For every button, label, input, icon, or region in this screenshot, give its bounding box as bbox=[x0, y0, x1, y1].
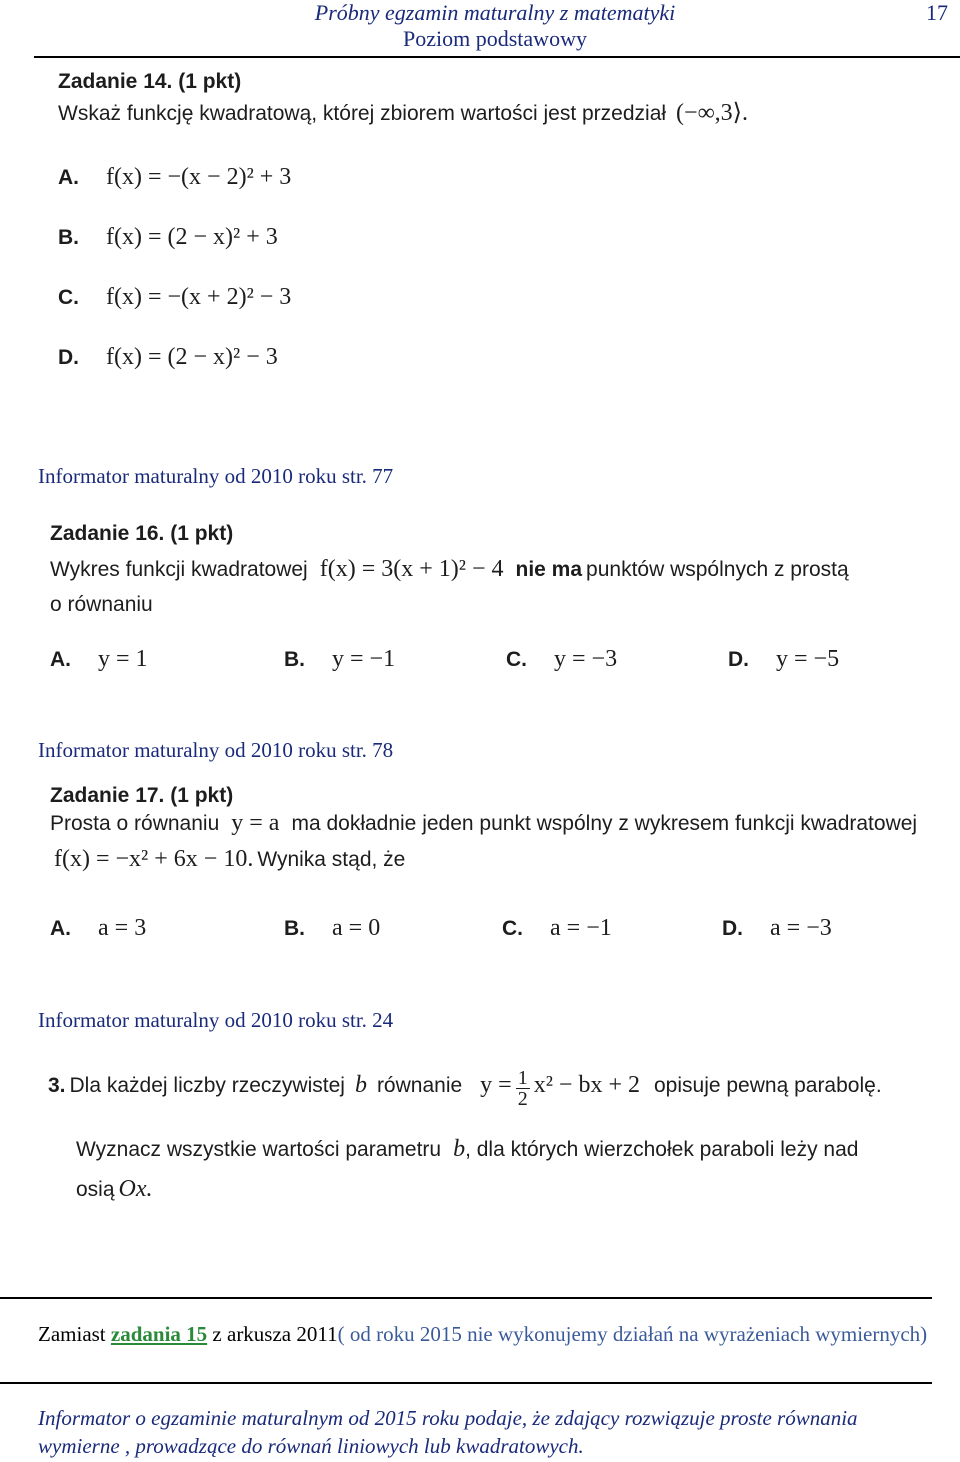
source-reference: Informator maturalny od 2010 roku str. 78 bbox=[38, 738, 394, 762]
task3-line2 bbox=[76, 1136, 936, 1163]
option-expression: y = −1 bbox=[332, 646, 396, 672]
task3-question-part2: równanie bbox=[376, 1074, 463, 1098]
task3-var-b: b bbox=[354, 1072, 367, 1099]
task3-equation-left: y = bbox=[480, 1072, 512, 1099]
task14-option-d bbox=[58, 344, 278, 371]
option-label: B. bbox=[284, 648, 305, 671]
fraction-numerator: 1 bbox=[517, 1067, 528, 1089]
note-prefix: Zamiast bbox=[38, 1322, 106, 1346]
task3-line2-part1: Wyznacz wszystkie wartości parametru bbox=[76, 1138, 442, 1161]
option-label: D. bbox=[722, 917, 743, 940]
option-expression: a = −1 bbox=[550, 915, 612, 941]
task17-option-b bbox=[284, 915, 380, 942]
task16-function: f(x) = 3(x + 1)² − 4 bbox=[319, 556, 504, 582]
source-reference: Informator maturalny od 2010 roku str. 24 bbox=[38, 1008, 394, 1032]
option-label: B. bbox=[284, 917, 305, 940]
task17-title: Zadanie 17. (1 pkt) bbox=[50, 784, 234, 807]
task14-option-a bbox=[58, 164, 291, 191]
task14-question-text: Wskaż funkcję kwadratową, której zbiorem wartości jest przedział bbox=[58, 102, 667, 125]
option-label: C. bbox=[58, 286, 79, 309]
task16-question-part2: punktów wspólnych z prostą bbox=[586, 558, 849, 581]
task17-line-equation: y = a bbox=[231, 810, 280, 836]
task14-title: Zadanie 14. (1 pkt) bbox=[58, 70, 242, 93]
task17-question-part2: ma dokładnie jeden punkt wspólny z wykresem funkcji kwadratowej bbox=[291, 812, 918, 835]
note-bottom-rule bbox=[0, 1382, 932, 1384]
task17-question-line2 bbox=[54, 846, 405, 873]
task3-line3-var: Ox. bbox=[118, 1176, 153, 1202]
option-expression: a = 3 bbox=[98, 915, 147, 941]
task3-number: 3. bbox=[48, 1074, 66, 1098]
task3-fraction bbox=[516, 1068, 530, 1109]
option-label: D. bbox=[728, 648, 749, 671]
task16-question-part1: Wykres funkcji kwadratowej bbox=[50, 558, 308, 581]
task17-question-part3: Wynika stąd, że bbox=[257, 848, 406, 871]
header-subtitle: Poziom podstawowy bbox=[403, 26, 587, 51]
header-title: Próbny egzamin maturalny z matematyki bbox=[314, 0, 676, 25]
task16-option-c bbox=[506, 646, 617, 673]
task14-question bbox=[58, 98, 748, 127]
task17-question-part1: Prosta o równaniu bbox=[50, 812, 220, 835]
task17-option-a bbox=[50, 915, 146, 942]
task17-function: f(x) = −x² + 6x − 10. bbox=[54, 846, 254, 872]
page-number: 17 bbox=[926, 0, 948, 25]
option-expression: f(x) = −(x − 2)² + 3 bbox=[106, 164, 292, 190]
task16-question-line2: o równaniu bbox=[50, 593, 153, 616]
task3-question-part1: Dla każdej liczby rzeczywistej bbox=[69, 1074, 345, 1098]
note-suffix: ( od roku 2015 nie wykonujemy działań na wyrażeniach wymiernych) bbox=[337, 1322, 928, 1346]
option-expression: f(x) = −(x + 2)² − 3 bbox=[106, 284, 292, 310]
option-label: D. bbox=[58, 346, 79, 369]
task17-question bbox=[50, 810, 940, 837]
task3-line2-part2: , dla których wierzchołek paraboli leży nad bbox=[465, 1138, 859, 1161]
task16-question bbox=[50, 556, 940, 583]
task16-option-a bbox=[50, 646, 148, 673]
task17-option-d bbox=[722, 915, 832, 942]
task14-option-b bbox=[58, 224, 278, 251]
option-expression: f(x) = (2 − x)² − 3 bbox=[106, 344, 278, 370]
option-label: A. bbox=[58, 166, 79, 189]
option-label: C. bbox=[502, 917, 523, 940]
note-middle: z arkusza 2011 bbox=[212, 1322, 338, 1346]
option-label: A. bbox=[50, 917, 71, 940]
task17-option-c bbox=[502, 915, 612, 942]
task3-equation-right: x² − bx + 2 bbox=[533, 1072, 640, 1099]
option-expression: y = −3 bbox=[554, 646, 618, 672]
option-expression: a = −3 bbox=[770, 915, 832, 941]
option-expression: f(x) = (2 − x)² + 3 bbox=[106, 224, 278, 250]
header-rule bbox=[34, 56, 960, 58]
option-label: B. bbox=[58, 226, 79, 249]
task15-link[interactable]: zadania 15 bbox=[110, 1322, 208, 1346]
fraction-denominator: 2 bbox=[517, 1088, 528, 1110]
option-expression: y = −5 bbox=[776, 646, 840, 672]
note-top-rule bbox=[0, 1297, 932, 1299]
task16-question-bold: nie ma bbox=[515, 558, 583, 581]
task3-line3-part1: osią bbox=[76, 1178, 115, 1201]
task3-line3 bbox=[76, 1176, 153, 1203]
task16-title: Zadanie 16. (1 pkt) bbox=[50, 522, 234, 545]
task16-option-b bbox=[284, 646, 395, 673]
task16-option-d bbox=[728, 646, 839, 673]
option-expression: y = 1 bbox=[98, 646, 148, 672]
replacement-note bbox=[38, 1320, 938, 1348]
source-reference: Informator maturalny od 2010 roku str. 77 bbox=[38, 464, 394, 488]
task14-option-c bbox=[58, 284, 291, 311]
option-label: A. bbox=[50, 648, 71, 671]
informator-note: Informator o egzaminie maturalnym od 2015 roku podaje, że zdający rozwiązuje proste równania wymierne , prowadzące do równań liniowych lub kwadratowych. bbox=[38, 1406, 858, 1458]
task3-question bbox=[48, 1068, 938, 1109]
task3-question-part3: opisuje pewną parabolę. bbox=[653, 1074, 882, 1098]
task14-interval: (−∞,3⟩. bbox=[676, 100, 749, 126]
option-expression: a = 0 bbox=[332, 915, 381, 941]
option-label: C. bbox=[506, 648, 527, 671]
task3-line2-var: b bbox=[453, 1136, 466, 1162]
